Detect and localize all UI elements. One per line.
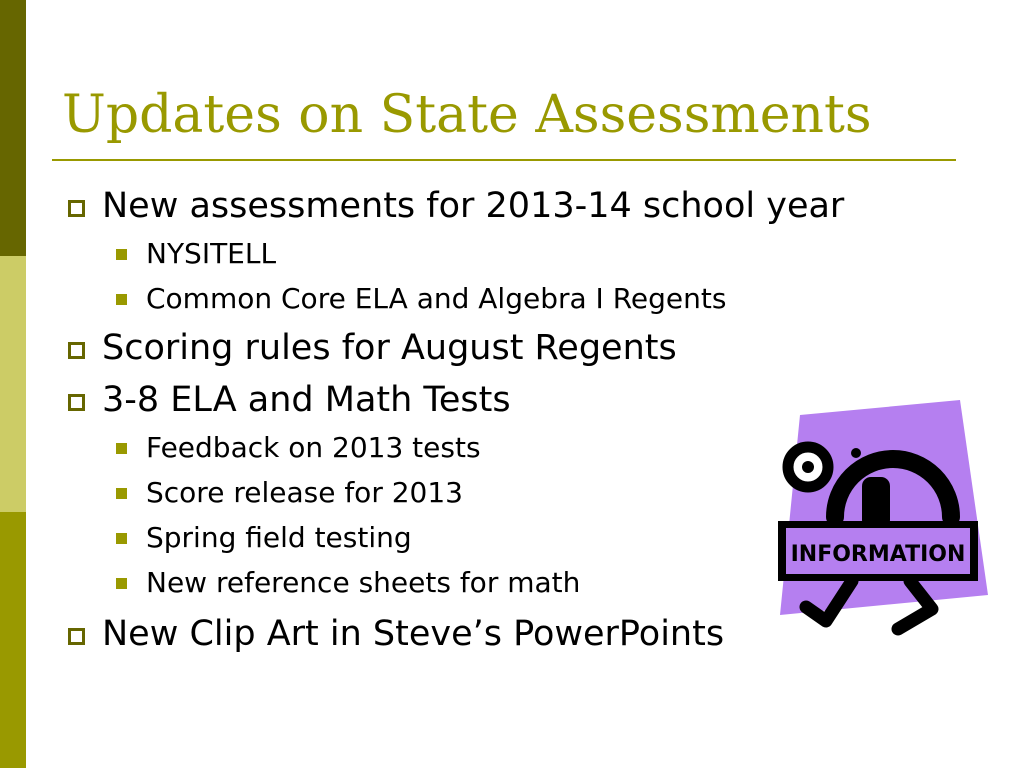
bullet-text: 3-8 ELA and Math Tests — [102, 380, 511, 420]
sub-bullet-text: New reference sheets for math — [146, 566, 581, 599]
solid-square-bullet-icon — [116, 443, 127, 454]
solid-square-bullet-icon — [116, 249, 127, 260]
sub-bullet-text: Common Core ELA and Algebra I Regents — [146, 282, 727, 315]
solid-square-bullet-icon — [116, 294, 127, 305]
solid-square-bullet-icon — [116, 488, 127, 499]
sub-bullet-item — [146, 565, 580, 601]
hollow-square-bullet-icon — [68, 342, 85, 359]
bullet-text: New Clip Art in Steve’s PowerPoints — [102, 614, 725, 654]
hollow-square-bullet-icon — [68, 394, 85, 411]
sub-bullet-item — [146, 520, 412, 556]
information-character-icon — [770, 395, 990, 640]
slide-title: Updates on State Assessments — [62, 85, 872, 145]
bullet-item — [102, 326, 677, 370]
bullet-item — [102, 378, 511, 422]
sub-bullet-text: Spring field testing — [146, 521, 412, 554]
info-i-dot — [851, 448, 861, 458]
bullet-item — [102, 612, 724, 656]
sub-bullet-text: Score release for 2013 — [146, 476, 463, 509]
hollow-square-bullet-icon — [68, 200, 85, 217]
character-head — [835, 459, 951, 517]
solid-square-bullet-icon — [116, 578, 127, 589]
sub-bullet-text: Feedback on 2013 tests — [146, 431, 481, 464]
bullet-item — [102, 184, 844, 228]
hollow-square-bullet-icon — [68, 628, 85, 645]
solid-square-bullet-icon — [116, 533, 127, 544]
bullet-text: New assessments for 2013-14 school year — [102, 186, 845, 226]
sign-text: INFORMATION — [790, 542, 966, 567]
sub-bullet-item — [146, 430, 481, 466]
sub-bullet-item — [146, 475, 463, 511]
sub-bullet-item — [146, 236, 276, 272]
sub-bullet-text: NYSITELL — [146, 237, 277, 270]
character-pupil — [802, 461, 814, 473]
bullet-text: Scoring rules for August Regents — [102, 328, 677, 368]
sub-bullet-item — [146, 281, 726, 317]
